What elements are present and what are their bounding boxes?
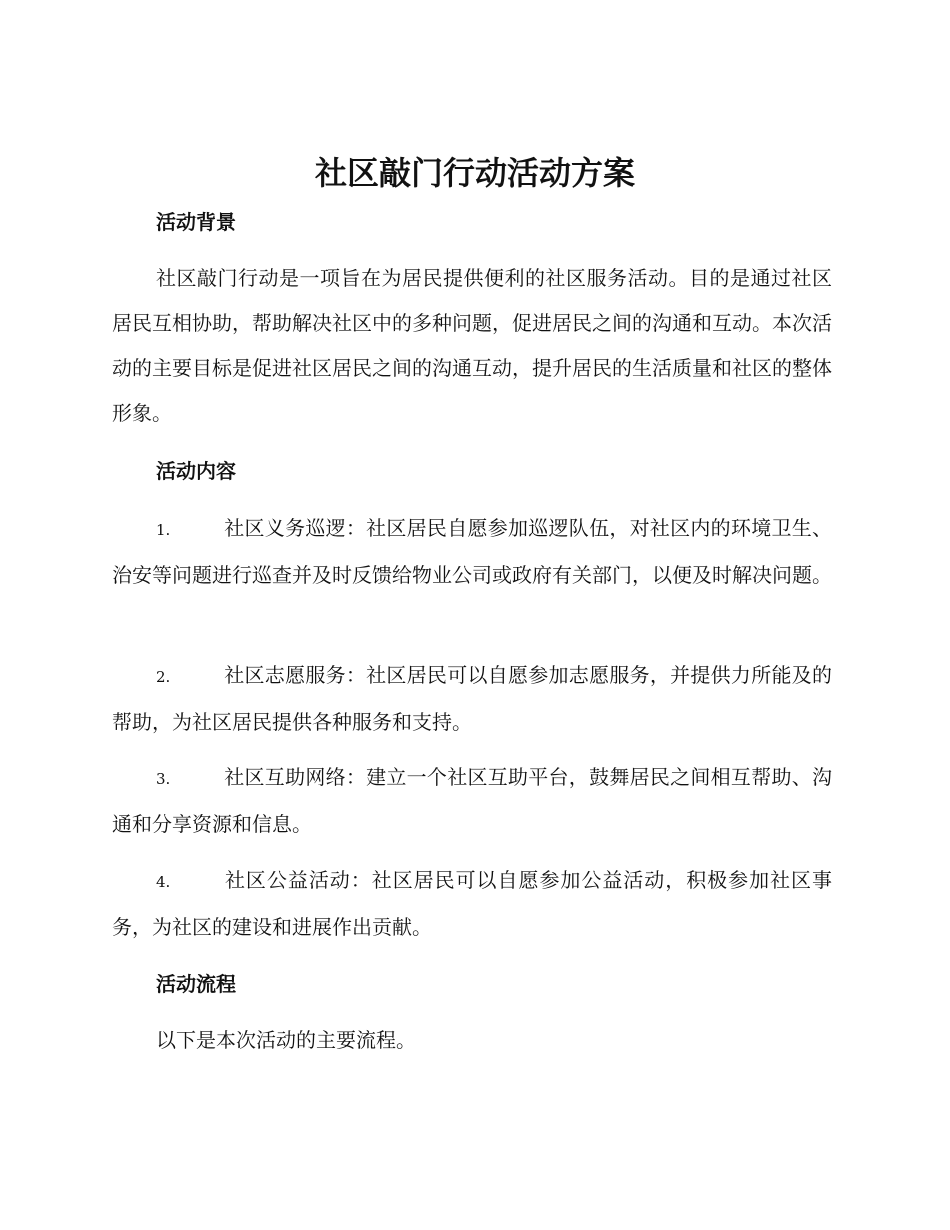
- list-item: [112, 653, 832, 745]
- list-item-number: 4.: [156, 873, 171, 891]
- list-item-text: 社区互助网络：建立一个社区互助平台，鼓舞居民之间相互帮助、沟通和分享资源和信息。: [112, 765, 832, 836]
- document-title: 社区敲门行动活动方案: [314, 154, 635, 192]
- list-item-text: 社区志愿服务：社区居民可以自愿参加志愿服务，并提供力所能及的帮助，为社区居民提供各种服务和支持。: [112, 663, 832, 734]
- section-paragraph-process: 以下是本次活动的主要流程。: [156, 1028, 416, 1052]
- list-item-number: 1.: [156, 521, 171, 539]
- list-item-number: 2.: [156, 668, 171, 686]
- list-item: [112, 506, 832, 598]
- section-heading-process: 活动流程: [156, 972, 236, 996]
- list-item: [112, 755, 832, 847]
- list-item: [112, 858, 832, 950]
- section-heading-content: 活动内容: [156, 459, 236, 483]
- list-item-text: 社区公益活动：社区居民可以自愿参加公益活动，积极参加社区事务，为社区的建设和进展作出贡献。: [112, 868, 832, 939]
- section-heading-background: 活动背景: [156, 210, 236, 234]
- section-paragraph-background: 社区敲门行动是一项旨在为居民提供便利的社区服务活动。目的是通过社区居民互相协助，帮助解决社区中的多种问题，促进居民之间的沟通和互动。本次活动的主要目标是促进社区居民之间的沟通互动，提升居民的生活质量和社区的整体形象。: [112, 266, 832, 425]
- list-item-number: 3.: [156, 770, 171, 788]
- list-item-text: 社区义务巡逻：社区居民自愿参加巡逻队伍，对社区内的环境卫生、治安等问题进行巡查并及时反馈给物业公司或政府有关部门，以便及时解决问题。: [112, 516, 832, 587]
